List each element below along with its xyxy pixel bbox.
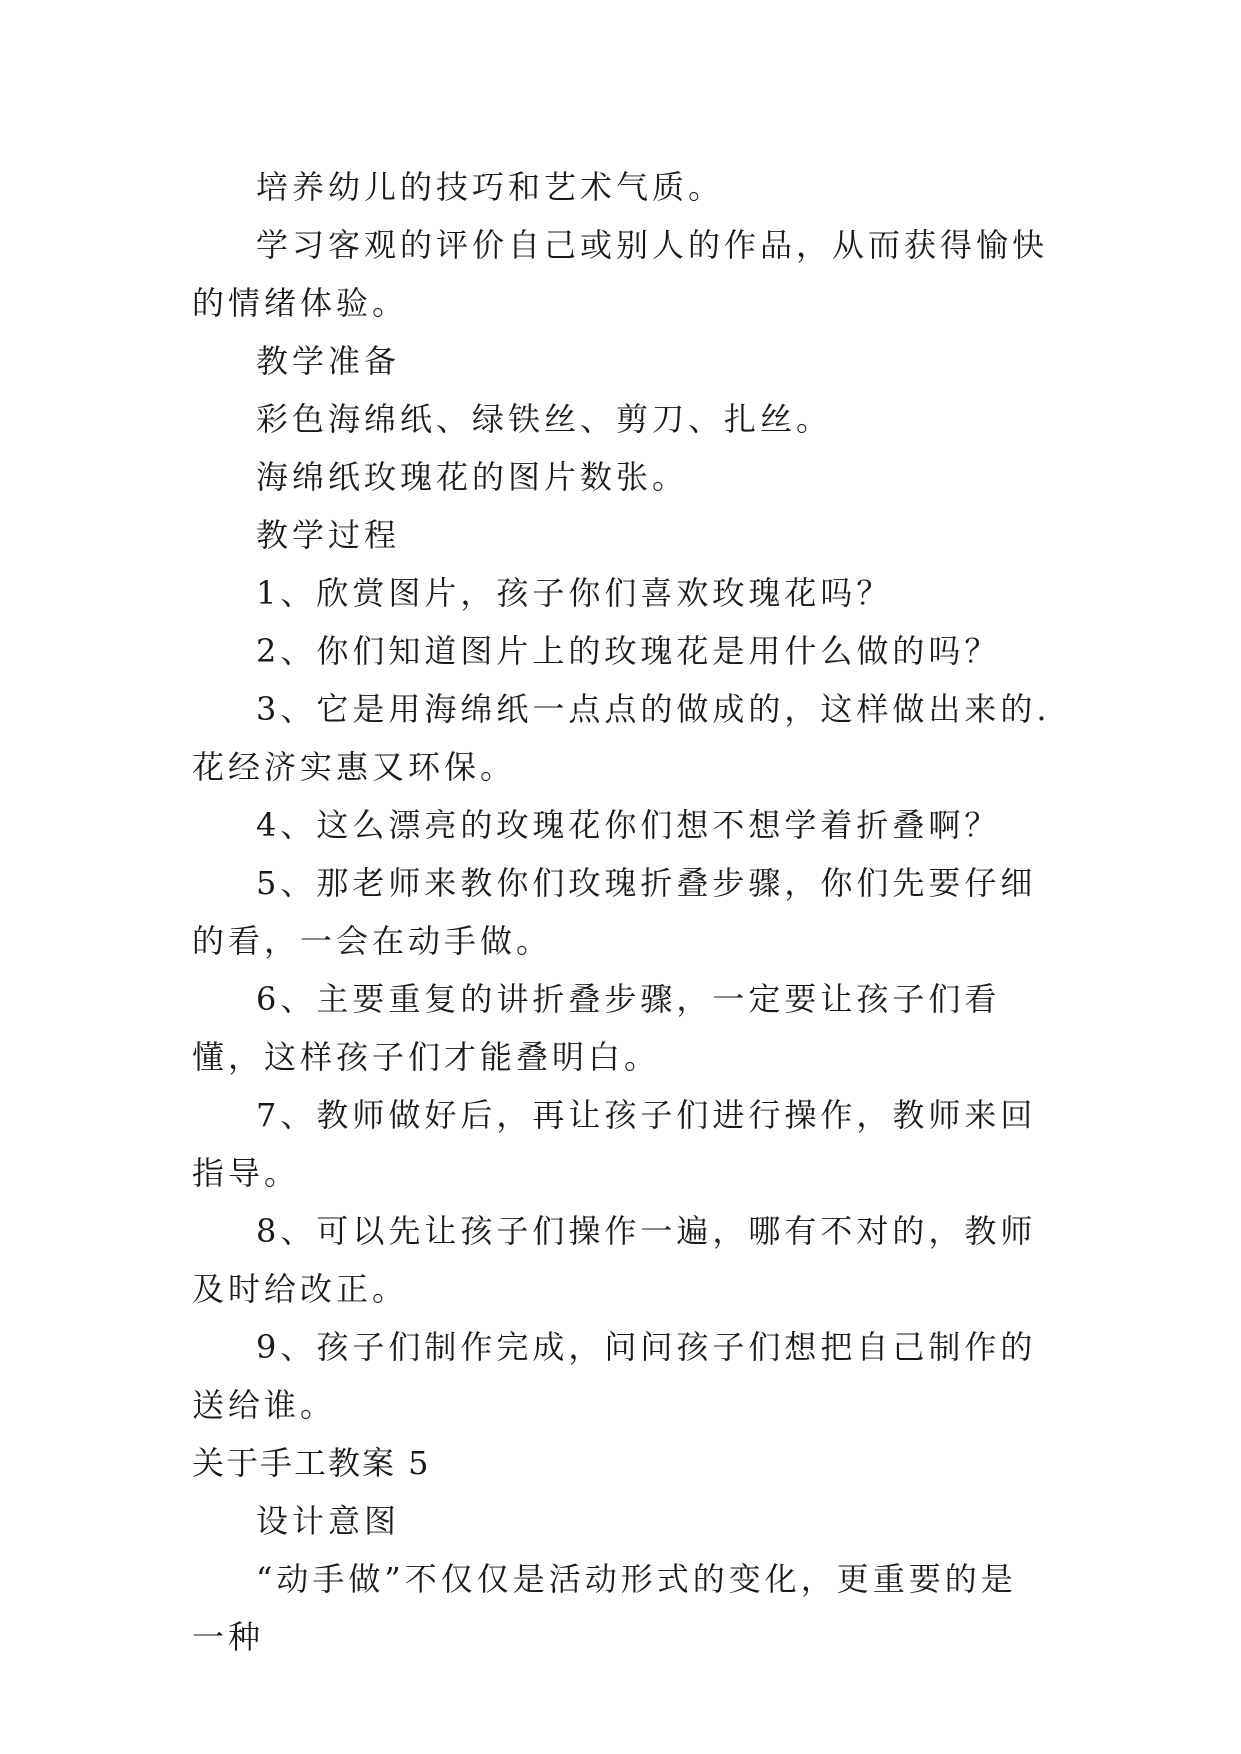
step-item: 9、孩子们制作完成，问问孩子们想把自己制作的送给谁。: [192, 1328, 1037, 1424]
paragraph: 彩色海绵纸、绿铁丝、剪刀、扎丝。: [256, 400, 833, 438]
step-item: 3、它是用海绵纸一点点的做成的，这样做出来的.花经济实惠又环保。: [192, 690, 1051, 786]
step-item: 7、教师做好后，再让孩子们进行操作，教师来回指导。: [192, 1096, 1037, 1192]
step-item: 4、这么漂亮的玫瑰花你们想不想学着折叠啊？: [256, 806, 1001, 844]
paragraph: 海绵纸玫瑰花的图片数张。: [256, 458, 689, 496]
step-item: 8、可以先让孩子们操作一遍，哪有不对的，教师及时给改正。: [192, 1212, 1037, 1308]
paragraph: 培养幼儿的技巧和艺术气质。: [256, 168, 725, 206]
document-body: [192, 158, 1052, 1666]
paragraph: 学习客观的评价自己或别人的作品，从而获得愉快的情绪体验。: [192, 226, 1049, 322]
section-heading: 关于手工教案 5: [192, 1444, 431, 1482]
paragraph: “动手做”不仅仅是活动形式的变化，更重要的是一种: [192, 1560, 1017, 1656]
step-item: 6、主要重复的讲折叠步骤，一定要让孩子们看懂，这样孩子们才能叠明白。: [192, 980, 1001, 1076]
step-item: 2、你们知道图片上的玫瑰花是用什么做的吗？: [256, 632, 1001, 670]
step-item: 5、那老师来教你们玫瑰折叠步骤，你们先要仔细的看，一会在动手做。: [192, 864, 1037, 960]
section-label: 教学准备: [256, 342, 401, 380]
section-label: 设计意图: [256, 1502, 401, 1540]
step-item: 1、欣赏图片，孩子你们喜欢玫瑰花吗？: [256, 574, 893, 612]
section-label: 教学过程: [256, 516, 401, 554]
